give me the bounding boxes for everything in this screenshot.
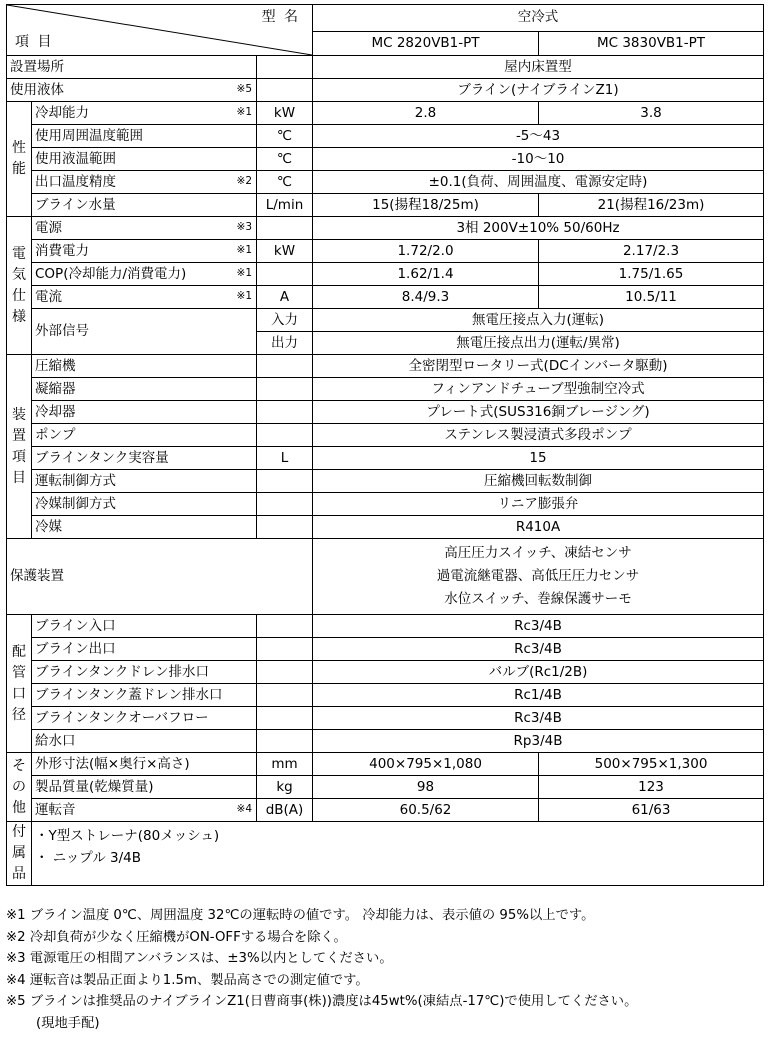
row-label bbox=[32, 286, 257, 309]
row-label-text: ブラインタンク蓋ドレン排水口 bbox=[35, 686, 223, 703]
group-char: 管 bbox=[12, 664, 26, 681]
value-cell: Rc3/4B bbox=[313, 615, 764, 638]
unit-cell: L/min bbox=[257, 194, 313, 217]
value-cell-model-2: 21(揚程16/23m) bbox=[539, 194, 764, 217]
table-row bbox=[7, 638, 764, 661]
row-label-text: 冷却能力 bbox=[35, 104, 89, 121]
signal-output-label: 出力 bbox=[257, 332, 313, 355]
value-cell-model-1: 15(揚程18/25m) bbox=[313, 194, 539, 217]
footnotes bbox=[6, 905, 766, 1034]
footnote: ※5 ブラインは推奨品のナイブラインZ1(日曹商事(株))濃度は45wt%(凍結点-17℃)で使用してください。 bbox=[6, 994, 638, 1009]
unit-cell bbox=[257, 661, 313, 684]
accessories-cell bbox=[32, 822, 764, 886]
value-cell: 全密閉型ロータリー式(DCインバータ駆動) bbox=[313, 355, 764, 378]
unit-cell: kW bbox=[257, 240, 313, 263]
row-label bbox=[32, 424, 257, 447]
row-label bbox=[7, 539, 313, 615]
value-cell: 圧縮機回転数制御 bbox=[313, 470, 764, 493]
group-char: 仕 bbox=[12, 287, 26, 304]
group-label bbox=[7, 217, 32, 355]
row-label bbox=[32, 378, 257, 401]
value-cell: プレート式(SUS316銅ブレージング) bbox=[313, 401, 764, 424]
row-label-text: ポンプ bbox=[35, 426, 76, 443]
value-cell: R410A bbox=[313, 516, 764, 539]
value-cell-model-2: 61/63 bbox=[539, 799, 764, 822]
row-label-text: 保護装置 bbox=[10, 568, 64, 584]
value-cell-model-1: 400×795×1,080 bbox=[313, 753, 539, 776]
row-label bbox=[32, 148, 257, 171]
row-label-text: ブライン出口 bbox=[35, 640, 116, 657]
row-label-text: 冷媒 bbox=[35, 518, 62, 535]
row-label-text: 冷却器 bbox=[35, 403, 76, 420]
row-label bbox=[32, 401, 257, 424]
signal-input-label: 入力 bbox=[257, 309, 313, 332]
row-label bbox=[32, 217, 257, 240]
item-label: 項 目 bbox=[15, 34, 54, 50]
header-diagonal bbox=[7, 5, 313, 56]
value-cell-model-2: 3.8 bbox=[539, 102, 764, 125]
row-label bbox=[32, 799, 257, 822]
table-row bbox=[7, 125, 764, 148]
group-char: 様 bbox=[12, 308, 26, 325]
row-label-text: 出口温度精度 bbox=[35, 173, 116, 190]
row-label bbox=[32, 638, 257, 661]
group-char: 口 bbox=[12, 685, 26, 702]
value-cell: Rc3/4B bbox=[313, 638, 764, 661]
protection-line: 高圧圧力スイッチ、凍結センサ bbox=[444, 545, 632, 561]
footnote-mark: ※1 bbox=[236, 267, 252, 279]
table-row bbox=[7, 615, 764, 638]
table-row bbox=[7, 753, 764, 776]
group-label bbox=[7, 822, 32, 886]
value-cell-model-1: 2.8 bbox=[313, 102, 539, 125]
accessory-line: ・ ニップル 3/4B bbox=[35, 850, 141, 866]
table-row bbox=[7, 171, 764, 194]
table-row bbox=[7, 102, 764, 125]
unit-cell bbox=[257, 470, 313, 493]
footnote-mark: ※2 bbox=[236, 175, 252, 187]
table-row bbox=[7, 493, 764, 516]
table-row bbox=[7, 776, 764, 799]
value-cell: -10〜10 bbox=[313, 148, 764, 171]
value-cell: 無電圧接点入力(運転) bbox=[313, 309, 764, 332]
footnote-mark: ※5 bbox=[236, 83, 252, 95]
table-row bbox=[7, 447, 764, 470]
unit-cell bbox=[257, 493, 313, 516]
unit-cell: mm bbox=[257, 753, 313, 776]
footnote-mark: ※1 bbox=[236, 290, 252, 302]
value-cell: フィンアンドチューブ型強制空冷式 bbox=[313, 378, 764, 401]
unit-cell bbox=[257, 615, 313, 638]
row-label-text: 外部信号 bbox=[35, 323, 89, 339]
row-label bbox=[32, 470, 257, 493]
row-label-text: 使用周囲温度範囲 bbox=[35, 127, 143, 144]
group-char: 装 bbox=[12, 406, 26, 423]
footnote-mark: ※1 bbox=[236, 244, 252, 256]
row-label bbox=[32, 753, 257, 776]
protection-line: 水位スイッチ、巻線保護サーモ bbox=[444, 591, 632, 607]
value-cell-model-1: 60.5/62 bbox=[313, 799, 539, 822]
model-1: MC 2820VB1-PT bbox=[313, 31, 539, 55]
group-char: 気 bbox=[12, 266, 26, 283]
unit-cell bbox=[257, 730, 313, 753]
value-cell: ブライン(ナイブラインZ1) bbox=[313, 79, 764, 102]
row-label bbox=[7, 79, 257, 102]
row-label-text: 外形寸法(幅×奥行×高さ) bbox=[35, 755, 190, 772]
unit-cell: L bbox=[257, 447, 313, 470]
value-cell-model-2: 500×795×1,300 bbox=[539, 753, 764, 776]
row-label-text: ブラインタンク実容量 bbox=[35, 449, 169, 466]
table-row bbox=[7, 5, 764, 32]
row-label-text: 冷媒制御方式 bbox=[35, 495, 116, 512]
table-row bbox=[7, 56, 764, 79]
row-label-text: 圧縮機 bbox=[35, 357, 76, 374]
group-char: 能 bbox=[12, 161, 26, 177]
table-row bbox=[7, 401, 764, 424]
unit-cell bbox=[257, 684, 313, 707]
group-char: 目 bbox=[12, 469, 26, 486]
value-cell: 15 bbox=[313, 447, 764, 470]
footnote: ※4 運転音は製品正面より1.5m、製品高さでの測定値です。 bbox=[6, 972, 369, 988]
value-cell: 屋内床置型 bbox=[313, 56, 764, 79]
spec-table bbox=[6, 4, 764, 886]
row-label bbox=[32, 447, 257, 470]
row-label-text: ブラインタンクドレン排水口 bbox=[35, 663, 209, 680]
table-row bbox=[7, 684, 764, 707]
value-cell-model-1: 1.62/1.4 bbox=[313, 263, 539, 286]
table-row bbox=[7, 263, 764, 286]
table-row bbox=[7, 822, 764, 886]
unit-cell bbox=[257, 56, 313, 79]
value-cell: ±0.1(負荷、周囲温度、電源安定時) bbox=[313, 171, 764, 194]
unit-cell: ℃ bbox=[257, 148, 313, 171]
footnote: ※1 ブライン温度 0℃、周囲温度 32℃の運転時の値です。 冷却能力は、表示値の 95%以上です。 bbox=[6, 908, 595, 923]
unit-cell bbox=[257, 355, 313, 378]
group-char: の bbox=[12, 778, 26, 795]
table-row bbox=[7, 286, 764, 309]
table-row bbox=[7, 378, 764, 401]
row-label bbox=[32, 355, 257, 378]
row-label-text: 使用液体 bbox=[10, 81, 64, 98]
value-cell: Rc1/4B bbox=[313, 684, 764, 707]
row-label-text: 凝縮器 bbox=[35, 380, 76, 397]
row-label bbox=[32, 171, 257, 194]
value-cell-model-1: 98 bbox=[313, 776, 539, 799]
table-row bbox=[7, 516, 764, 539]
row-label bbox=[32, 516, 257, 539]
value-cell: Rp3/4B bbox=[313, 730, 764, 753]
table-row bbox=[7, 355, 764, 378]
group-label bbox=[7, 355, 32, 539]
unit-cell: A bbox=[257, 286, 313, 309]
row-label-text: 給水口 bbox=[35, 732, 76, 749]
row-label bbox=[32, 125, 257, 148]
row-label bbox=[32, 615, 257, 638]
model-label: 型 名 bbox=[261, 9, 301, 25]
row-label-text: ブライン入口 bbox=[35, 617, 116, 634]
row-label-text: 製品質量(乾燥質量) bbox=[35, 778, 154, 795]
unit-cell bbox=[257, 378, 313, 401]
value-cell: Rc3/4B bbox=[313, 707, 764, 730]
accessory-line: ・Y型ストレーナ(80メッシュ) bbox=[35, 828, 220, 844]
value-cell-model-2: 10.5/11 bbox=[539, 286, 764, 309]
unit-cell bbox=[257, 707, 313, 730]
value-cell bbox=[313, 539, 764, 615]
row-label-text: 電源 bbox=[35, 219, 62, 236]
value-cell: ステンレス製浸漬式多段ポンプ bbox=[313, 424, 764, 447]
group-char: 項 bbox=[12, 448, 26, 465]
group-char: 属 bbox=[12, 845, 26, 861]
footnote-mark: ※1 bbox=[236, 106, 252, 118]
protection-line: 過電流継電器、高低圧圧力センサ bbox=[436, 568, 640, 584]
group-char: 付 bbox=[12, 824, 26, 840]
unit-cell bbox=[257, 263, 313, 286]
table-row bbox=[7, 240, 764, 263]
group-char: そ bbox=[12, 757, 26, 774]
table-row bbox=[7, 661, 764, 684]
unit-cell: kW bbox=[257, 102, 313, 125]
type-label: 空冷式 bbox=[313, 5, 764, 32]
unit-cell bbox=[257, 516, 313, 539]
value-cell: リニア膨張弁 bbox=[313, 493, 764, 516]
group-char: 径 bbox=[12, 706, 26, 723]
unit-cell: ℃ bbox=[257, 125, 313, 148]
table-row bbox=[7, 470, 764, 493]
table-row bbox=[7, 539, 764, 615]
table-row bbox=[7, 79, 764, 102]
group-label bbox=[7, 102, 32, 217]
row-label bbox=[32, 661, 257, 684]
unit-cell bbox=[257, 638, 313, 661]
row-label-text: 使用液温範囲 bbox=[35, 150, 116, 167]
footnote: ※2 冷却負荷が少なく圧縮機がON-OFFする場合を除く。 bbox=[6, 929, 347, 945]
model-2: MC 3830VB1-PT bbox=[539, 31, 764, 55]
row-label bbox=[32, 684, 257, 707]
group-char: 性 bbox=[12, 140, 26, 156]
row-label bbox=[32, 730, 257, 753]
value-cell: 3相 200V±10% 50/60Hz bbox=[313, 217, 764, 240]
row-label bbox=[32, 493, 257, 516]
value-cell: バルブ(Rc1/2B) bbox=[313, 661, 764, 684]
group-char: 他 bbox=[12, 799, 26, 816]
group-char: 配 bbox=[12, 643, 26, 660]
footnote-mark: ※3 bbox=[236, 221, 252, 233]
row-label-text: ブラインタンクオーバフロー bbox=[35, 709, 209, 726]
row-label-text: 電流 bbox=[35, 288, 62, 305]
table-row bbox=[7, 148, 764, 171]
row-label-text: 運転音 bbox=[35, 801, 76, 818]
value-cell-model-1: 1.72/2.0 bbox=[313, 240, 539, 263]
footnote-mark: ※4 bbox=[236, 803, 252, 815]
table-row bbox=[7, 730, 764, 753]
row-label bbox=[32, 263, 257, 286]
row-label-text: 消費電力 bbox=[35, 242, 89, 259]
table-row bbox=[7, 194, 764, 217]
table-row bbox=[7, 217, 764, 240]
row-label bbox=[7, 56, 257, 79]
row-label-text: 設置場所 bbox=[10, 58, 64, 75]
row-label-text: 運転制御方式 bbox=[35, 472, 116, 489]
unit-cell: kg bbox=[257, 776, 313, 799]
footnote: (現地手配) bbox=[36, 1015, 100, 1031]
row-label bbox=[32, 102, 257, 125]
unit-cell bbox=[257, 424, 313, 447]
group-char: 品 bbox=[12, 866, 26, 882]
footnote: ※3 電源電圧の相間アンバランスは、±3%以内としてください。 bbox=[6, 951, 393, 966]
row-label-text: COP(冷却能力/消費電力) bbox=[35, 265, 187, 282]
row-label bbox=[32, 240, 257, 263]
table-row bbox=[7, 707, 764, 730]
row-label bbox=[32, 776, 257, 799]
unit-cell bbox=[257, 217, 313, 240]
group-label bbox=[7, 615, 32, 753]
value-cell-model-2: 123 bbox=[539, 776, 764, 799]
unit-cell: dB(A) bbox=[257, 799, 313, 822]
row-label bbox=[32, 194, 257, 217]
row-label-text: ブライン水量 bbox=[35, 196, 116, 213]
table-row bbox=[7, 309, 764, 332]
value-cell-model-2: 2.17/2.3 bbox=[539, 240, 764, 263]
table-row bbox=[7, 799, 764, 822]
row-label bbox=[32, 707, 257, 730]
unit-cell bbox=[257, 79, 313, 102]
unit-cell bbox=[257, 401, 313, 424]
unit-cell: ℃ bbox=[257, 171, 313, 194]
value-cell: -5〜43 bbox=[313, 125, 764, 148]
group-char: 置 bbox=[12, 427, 26, 444]
value-cell-model-2: 1.75/1.65 bbox=[539, 263, 764, 286]
value-cell: 無電圧接点出力(運転/異常) bbox=[313, 332, 764, 355]
spec-sheet bbox=[6, 4, 763, 904]
row-label bbox=[32, 309, 257, 355]
group-label bbox=[7, 753, 32, 822]
value-cell-model-1: 8.4/9.3 bbox=[313, 286, 539, 309]
group-char: 電 bbox=[12, 245, 26, 262]
table-row bbox=[7, 424, 764, 447]
